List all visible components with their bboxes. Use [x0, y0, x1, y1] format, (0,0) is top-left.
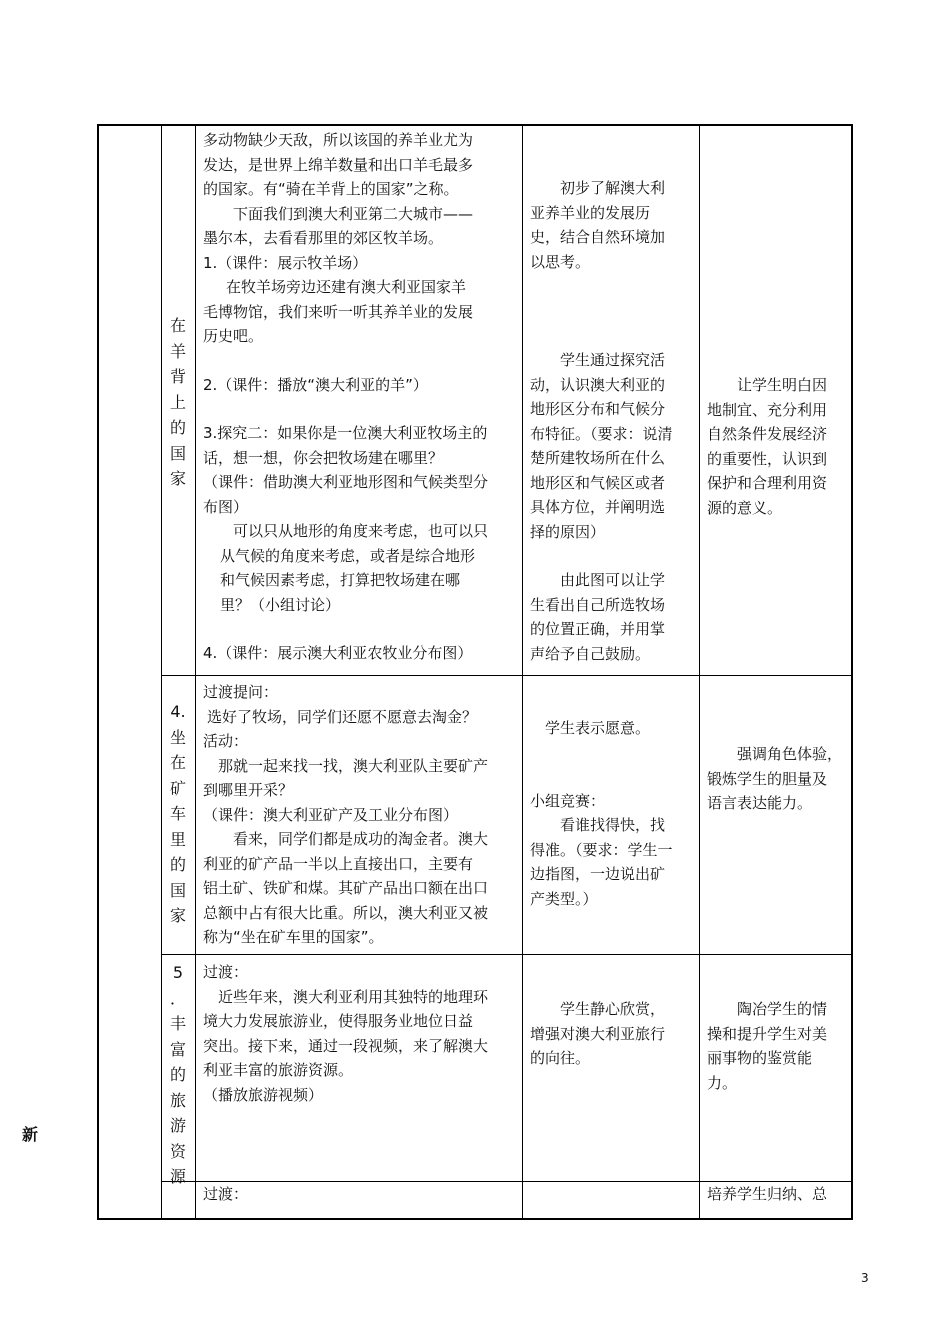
column-divider	[195, 126, 196, 1218]
student-activity-row3: 学生静心欣赏， 增强对澳大利亚旅行 的向往。	[530, 1000, 666, 1067]
column-divider	[161, 126, 162, 1218]
student-activity-row1: 初步了解澳大利 亚养羊业的发展历 史，结合自然环境加 以思考。 学生通过探究活 动，认识澳大利亚的 地形区分布和气候分 布特征。（要求：说清 楚所建牧场所在什么 地形区和气候区或者 具体方位，并阐明选 择的原因） 由此图可以让学 生看出自己所选牧场 的位置正确，并用掌 声给予自己鼓励。	[530, 179, 673, 663]
student-activity-row2: 学生表示愿意。 小组竞赛： 看谁找得快，找 得准。（要求：学生一 边指图，一边说出矿 产类型。）	[530, 719, 673, 908]
content-row2: 过渡提问： 选好了牧场，同学们还愿不愿意去淘金？ 活动： 那就一起来找一找，澳大利亚队主要矿产 到哪里开采？ （课件：澳大利亚矿产及工业分布图） 看来，同学们都是成功的淘金者。澳大 利亚的矿产品一半以上直接出口，主要有 铝土矿、铁矿和煤。其矿产品出口额在出口 总额中占有很大比重。所以，澳大利亚又被 称为“坐在矿车里的国家”。	[203, 683, 489, 946]
column-divider	[522, 126, 523, 1218]
row-divider	[161, 675, 851, 676]
design-intent-row2: 强调角色体验， 锻炼学生的胆量及 语言表达能力。	[707, 745, 843, 812]
topic-label-row1: 在 羊 背 上 的 国 家	[169, 316, 186, 488]
side-label: 新	[22, 1125, 39, 1144]
topic-label-row2: 4. 坐 在 矿 车 里 的 国 家	[169, 702, 186, 925]
page-number: 3	[861, 1271, 869, 1285]
content-row1: 多动物缺少天敌，所以该国的养羊业尤为 发达，是世界上绵羊数量和出口羊毛最多 的国家。有“骑在羊背上的国家”之称。 下面我们到澳大利亚第二大城市—— 墨尔本，去看看那里的郊区牧羊场。 1.（课件：展示牧羊场） 在牧羊场旁边还建有澳大利亚国家羊 毛博物馆，我们来听一听其养羊业的发展 历史吧。 2.（课件：播放“澳大利亚的羊”） 3.探究二：如果你是一位澳大利亚牧场主的 话，想一想，你会把牧场建在哪里？ （课件：借助澳大利亚地形图和气候类型分 布图） 可以只从地形的角度来考虑，也可以只 从气候的角度来考虑，或者是综合地形 和气候因素考虑，打算把牧场建在哪 里？（小组讨论） 4.（课件：展示澳大利亚农牧业分布图）	[203, 131, 489, 662]
content-row3: 过渡： 近些年来，澳大利亚利用其独特的地理环 境大力发展旅游业，使得服务业地位日益 突出。接下来，通过一段视频，来了解澳大 利亚丰富的旅游资源。 （播放旅游视频）	[203, 963, 489, 1104]
column-divider	[699, 126, 700, 1218]
design-intent-row3: 陶冶学生的情 操和提升学生对美 丽事物的鉴赏能 力。	[707, 1000, 828, 1092]
design-intent-row4: 培养学生归纳、总	[707, 1185, 828, 1203]
row-divider	[161, 954, 851, 955]
content-row4: 过渡：	[203, 1185, 249, 1203]
design-intent-row1: 让学生明白因 地制宜、充分利用 自然条件发展经济 的重要性，认识到 保护和合理利用资 源的意义。	[707, 376, 828, 517]
topic-label-row3: 5 ． 丰 富 的 旅 游 资 源	[169, 963, 186, 1186]
